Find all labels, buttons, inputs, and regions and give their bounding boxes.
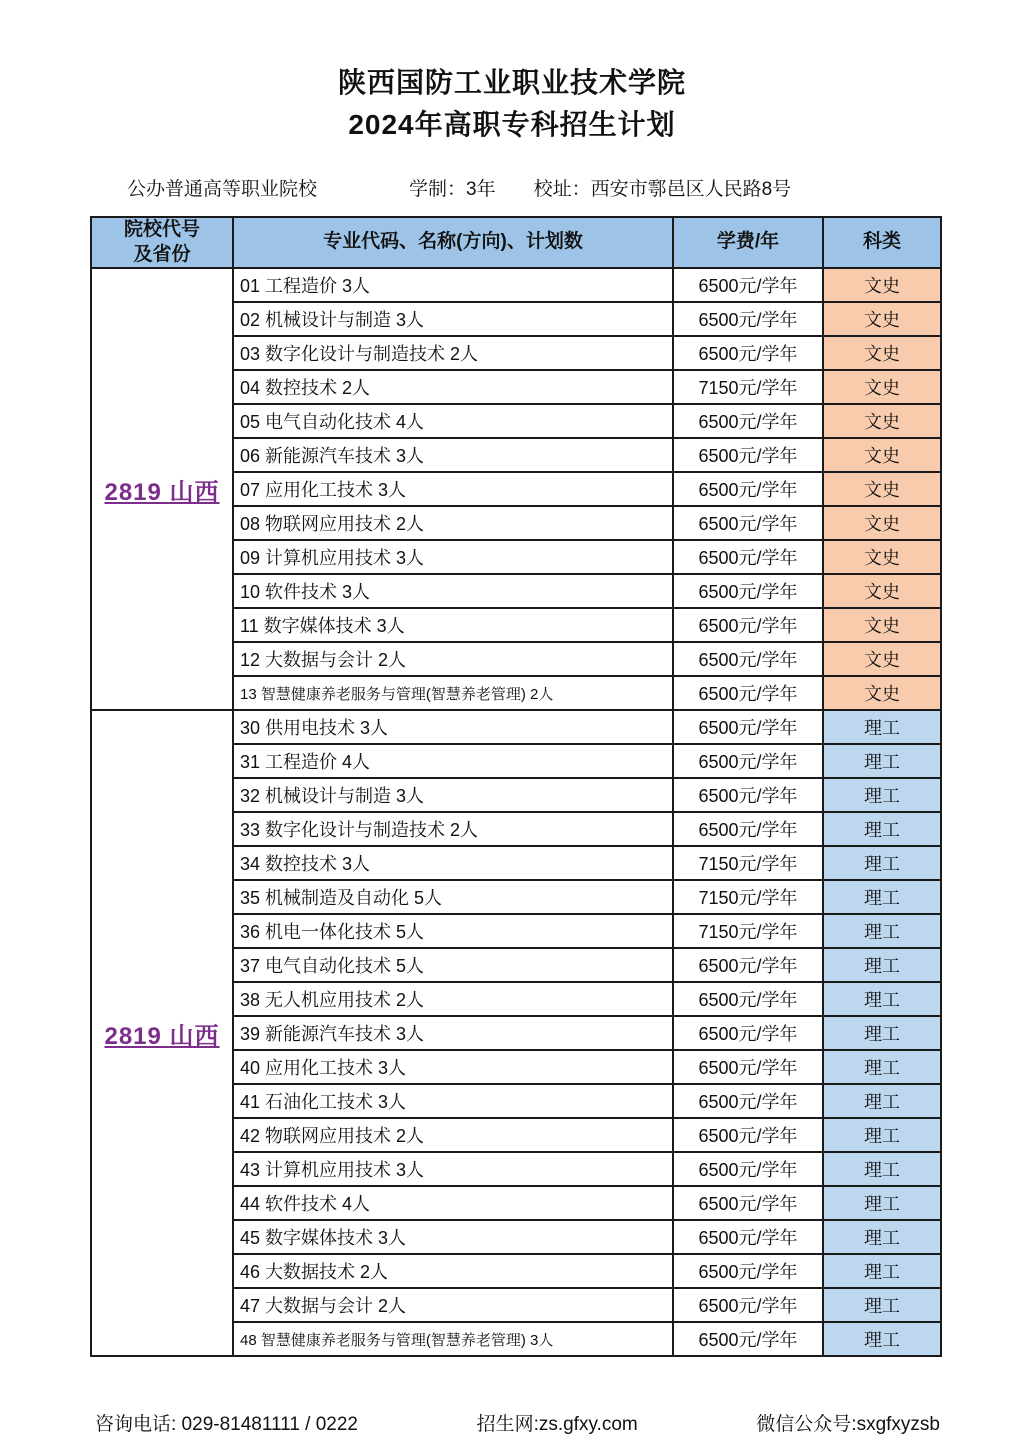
fee-cell: 6500元/学年 — [673, 1050, 823, 1084]
admission-plan-table — [90, 216, 942, 1357]
category-cell: 理工 — [823, 914, 941, 948]
category-cell: 理工 — [823, 1322, 941, 1356]
fee-cell: 6500元/学年 — [673, 642, 823, 676]
fee-cell: 6500元/学年 — [673, 1152, 823, 1186]
major-cell: 09 计算机应用技术 3人 — [233, 540, 673, 574]
category-cell: 理工 — [823, 1050, 941, 1084]
category-cell: 文史 — [823, 438, 941, 472]
major-cell: 33 数字化设计与制造技术 2人 — [233, 812, 673, 846]
fee-cell: 6500元/学年 — [673, 1118, 823, 1152]
fee-cell: 6500元/学年 — [673, 812, 823, 846]
footer-wechat: 微信公众号:sxgfxyzsb — [756, 1414, 940, 1436]
study-duration-label: 学制：3年 — [409, 179, 496, 200]
fee-cell: 6500元/学年 — [673, 1084, 823, 1118]
major-cell: 46 大数据技术 2人 — [233, 1254, 673, 1288]
category-cell: 文史 — [823, 268, 941, 302]
fee-cell: 6500元/学年 — [673, 506, 823, 540]
category-cell: 理工 — [823, 1254, 941, 1288]
college-code-cell — [91, 710, 233, 1356]
header-college-code-line2: 及省份 — [133, 243, 191, 265]
major-cell: 48 智慧健康养老服务与管理(智慧养老管理) 3人 — [233, 1322, 673, 1356]
category-cell: 理工 — [823, 982, 941, 1016]
category-cell: 理工 — [823, 1186, 941, 1220]
major-cell: 43 计算机应用技术 3人 — [233, 1152, 673, 1186]
major-cell: 06 新能源汽车技术 3人 — [233, 438, 673, 472]
fee-cell: 6500元/学年 — [673, 404, 823, 438]
fee-cell: 6500元/学年 — [673, 1016, 823, 1050]
fee-cell: 7150元/学年 — [673, 370, 823, 404]
title-block — [0, 0, 1024, 146]
major-cell: 37 电气自动化技术 5人 — [233, 948, 673, 982]
category-cell: 理工 — [823, 1084, 941, 1118]
fee-cell: 6500元/学年 — [673, 778, 823, 812]
fee-cell: 7150元/学年 — [673, 846, 823, 880]
header-major: 专业代码、名称(方向)、计划数 — [233, 217, 673, 268]
major-cell: 05 电气自动化技术 4人 — [233, 404, 673, 438]
fee-cell: 7150元/学年 — [673, 914, 823, 948]
category-cell: 文史 — [823, 574, 941, 608]
header-fee: 学费/年 — [673, 217, 823, 268]
school-address-label: 校址：西安市鄠邑区人民路8号 — [533, 179, 792, 200]
table-body — [91, 268, 941, 1356]
college-code-cell — [91, 268, 233, 710]
major-cell: 40 应用化工技术 3人 — [233, 1050, 673, 1084]
fee-cell: 6500元/学年 — [673, 608, 823, 642]
category-cell: 文史 — [823, 404, 941, 438]
major-cell: 02 机械设计与制造 3人 — [233, 302, 673, 336]
major-cell: 13 智慧健康养老服务与管理(智慧养老管理) 2人 — [233, 676, 673, 710]
major-cell: 31 工程造价 4人 — [233, 744, 673, 778]
fee-cell: 6500元/学年 — [673, 948, 823, 982]
fee-cell: 6500元/学年 — [673, 1254, 823, 1288]
major-cell: 08 物联网应用技术 2人 — [233, 506, 673, 540]
major-cell: 10 软件技术 3人 — [233, 574, 673, 608]
major-cell: 41 石油化工技术 3人 — [233, 1084, 673, 1118]
category-cell: 理工 — [823, 1152, 941, 1186]
major-cell: 45 数字媒体技术 3人 — [233, 1220, 673, 1254]
major-cell: 39 新能源汽车技术 3人 — [233, 1016, 673, 1050]
category-cell: 理工 — [823, 1288, 941, 1322]
major-cell: 34 数控技术 3人 — [233, 846, 673, 880]
school-info-line — [0, 174, 1024, 201]
fee-cell: 6500元/学年 — [673, 438, 823, 472]
major-cell: 12 大数据与会计 2人 — [233, 642, 673, 676]
fee-cell: 6500元/学年 — [673, 574, 823, 608]
major-cell: 01 工程造价 3人 — [233, 268, 673, 302]
fee-cell: 6500元/学年 — [673, 268, 823, 302]
table-row — [91, 710, 941, 744]
category-cell: 理工 — [823, 880, 941, 914]
major-cell: 30 供用电技术 3人 — [233, 710, 673, 744]
page-subtitle: 2024年高职专科招生计划 — [348, 109, 676, 140]
page-title: 陕西国防工业职业技术学院 — [337, 67, 686, 98]
footer-contact-line — [95, 1409, 940, 1436]
major-cell: 04 数控技术 2人 — [233, 370, 673, 404]
category-cell: 文史 — [823, 676, 941, 710]
fee-cell: 6500元/学年 — [673, 540, 823, 574]
category-cell: 理工 — [823, 744, 941, 778]
fee-cell: 6500元/学年 — [673, 1186, 823, 1220]
category-cell: 文史 — [823, 540, 941, 574]
fee-cell: 6500元/学年 — [673, 982, 823, 1016]
fee-cell: 6500元/学年 — [673, 710, 823, 744]
category-cell: 理工 — [823, 846, 941, 880]
category-cell: 理工 — [823, 1016, 941, 1050]
major-cell: 11 数字媒体技术 3人 — [233, 608, 673, 642]
fee-cell: 6500元/学年 — [673, 1220, 823, 1254]
major-cell: 36 机电一体化技术 5人 — [233, 914, 673, 948]
category-cell: 理工 — [823, 710, 941, 744]
category-cell: 理工 — [823, 948, 941, 982]
fee-cell: 6500元/学年 — [673, 302, 823, 336]
fee-cell: 7150元/学年 — [673, 880, 823, 914]
category-cell: 文史 — [823, 472, 941, 506]
category-cell: 理工 — [823, 1118, 941, 1152]
major-cell: 38 无人机应用技术 2人 — [233, 982, 673, 1016]
footer-phone: 咨询电话: 029-81481111 / 0222 — [95, 1414, 358, 1436]
school-type-label: 公办普通高等职业院校 — [127, 179, 318, 200]
category-cell: 文史 — [823, 370, 941, 404]
major-cell: 35 机械制造及自动化 5人 — [233, 880, 673, 914]
college-code-label: 2819 山西 — [104, 478, 220, 506]
fee-cell: 6500元/学年 — [673, 676, 823, 710]
header-college-code — [91, 217, 233, 268]
table-row — [91, 268, 941, 302]
footer-website: 招生网:zs.gfxy.com — [476, 1414, 638, 1436]
major-cell: 42 物联网应用技术 2人 — [233, 1118, 673, 1152]
category-cell: 理工 — [823, 1220, 941, 1254]
header-category: 科类 — [823, 217, 941, 268]
category-cell: 文史 — [823, 506, 941, 540]
fee-cell: 6500元/学年 — [673, 1288, 823, 1322]
fee-cell: 6500元/学年 — [673, 472, 823, 506]
table-header-row — [91, 217, 941, 268]
major-cell: 47 大数据与会计 2人 — [233, 1288, 673, 1322]
major-cell: 32 机械设计与制造 3人 — [233, 778, 673, 812]
category-cell: 文史 — [823, 336, 941, 370]
category-cell: 文史 — [823, 642, 941, 676]
header-college-code-line1: 院校代号 — [123, 219, 200, 240]
major-cell: 44 软件技术 4人 — [233, 1186, 673, 1220]
fee-cell: 6500元/学年 — [673, 336, 823, 370]
category-cell: 理工 — [823, 812, 941, 846]
major-cell: 03 数字化设计与制造技术 2人 — [233, 336, 673, 370]
fee-cell: 6500元/学年 — [673, 744, 823, 778]
college-code-label: 2819 山西 — [104, 1022, 220, 1050]
category-cell: 理工 — [823, 778, 941, 812]
category-cell: 文史 — [823, 608, 941, 642]
category-cell: 文史 — [823, 302, 941, 336]
fee-cell: 6500元/学年 — [673, 1322, 823, 1356]
major-cell: 07 应用化工技术 3人 — [233, 472, 673, 506]
